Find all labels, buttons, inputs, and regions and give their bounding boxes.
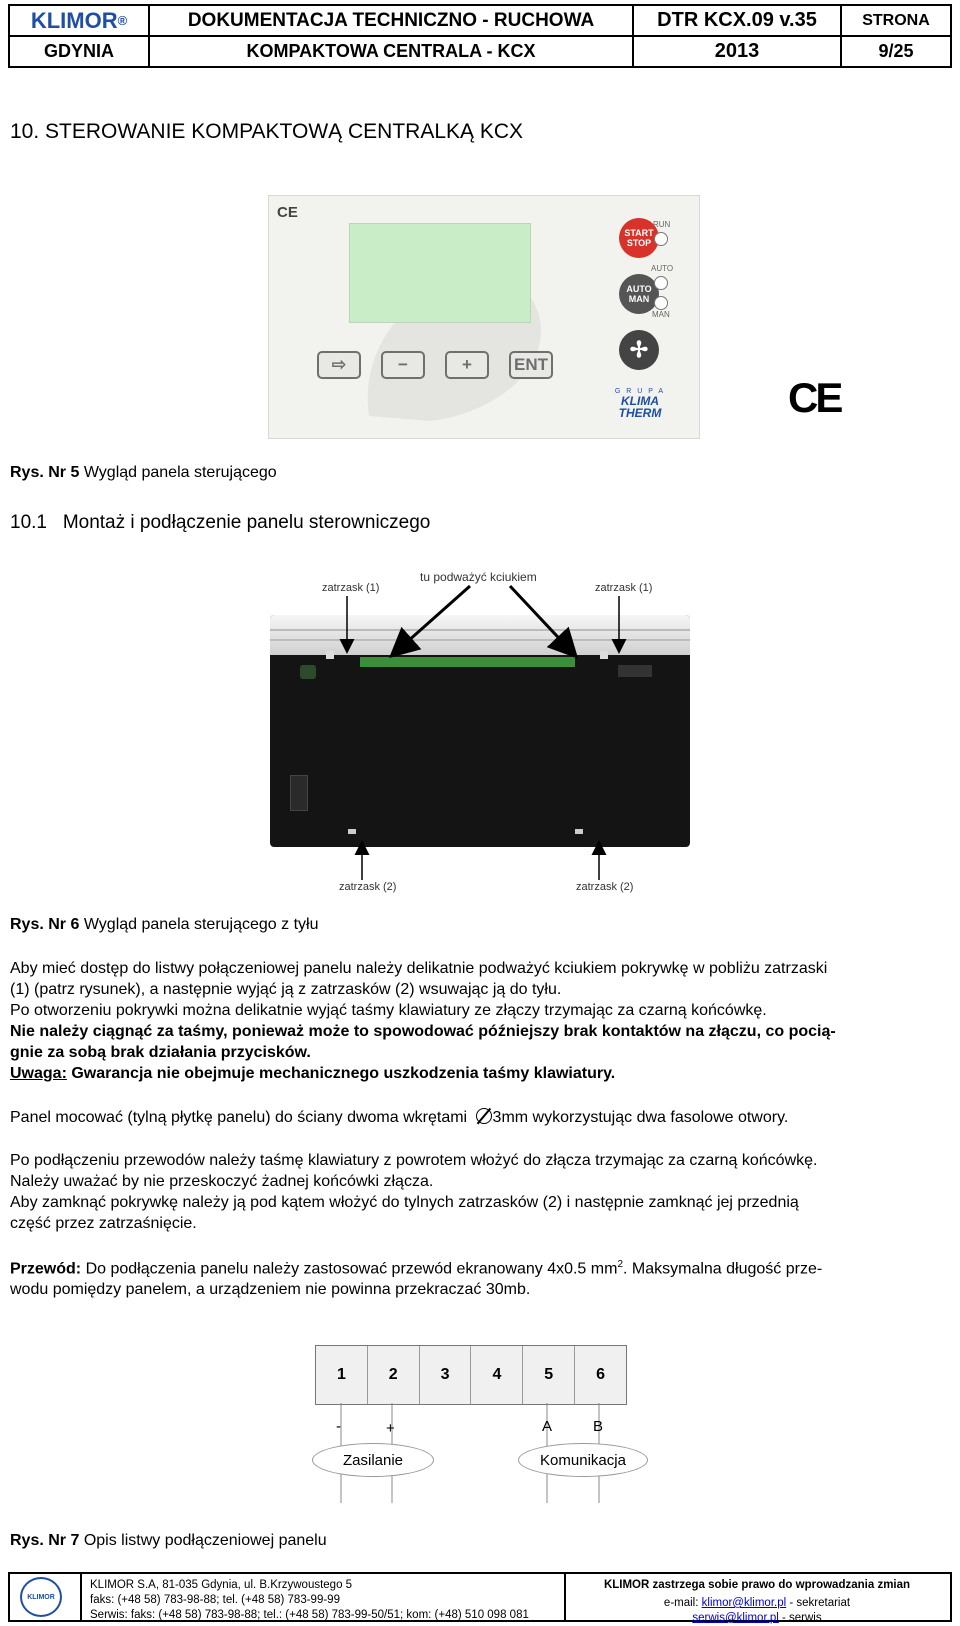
enter-key[interactable]: ENT xyxy=(509,351,553,379)
cable-text: Do podłączenia panelu należy zastosować przewód ekranowany 4x0.5 mm xyxy=(85,1260,618,1278)
footer-email-link[interactable]: klimor@klimor.pl xyxy=(701,1597,787,1609)
latch2-left-label: zatrzask (2) xyxy=(339,881,397,893)
text-line: Należy uważać by nie przeskoczyć żadnej końcówki złącza. xyxy=(10,1173,434,1190)
auto-label: AUTO xyxy=(626,284,652,294)
logo-line2: THERM xyxy=(618,406,662,420)
text-line-bold: gnie za sobą brak działania przycisków. xyxy=(10,1044,311,1061)
power-oval: Zasilanie xyxy=(312,1443,434,1477)
figure7-caption xyxy=(10,1532,327,1550)
page-label: STRONA xyxy=(862,11,930,29)
footer-divider xyxy=(80,1574,82,1620)
footer-email-label: e-mail: xyxy=(663,1597,699,1609)
arrow-pry-right xyxy=(510,586,570,650)
paragraph-access xyxy=(10,958,955,1084)
latch1-left-label: zatrzask (1) xyxy=(322,582,380,594)
terminal-pin: 5 xyxy=(523,1346,575,1404)
pry-label: tu podważyć kciukiem xyxy=(420,570,537,584)
header-city: GDYNIA xyxy=(43,41,114,61)
footer-address xyxy=(90,1578,529,1623)
brand-name: KLIMOR xyxy=(30,7,118,33)
pin-b-label: B xyxy=(593,1418,604,1435)
doc-title: DOKUMENTACJA TECHNICZNO - RUCHOWA xyxy=(187,9,595,31)
footer-service-email-line xyxy=(566,1611,948,1626)
footer-rights: KLIMOR zastrzega sobie prawo do wprowadzania zmian xyxy=(603,1579,911,1591)
terminal-pin: 6 xyxy=(596,1366,605,1383)
figure6-caption-text: Wygląd panela sterującego z tyłu xyxy=(83,916,319,933)
warning-text: Gwarancja nie obejmuje mechanicznego uszkodzenia taśmy klawiatury. xyxy=(71,1065,616,1082)
paragraph-cable xyxy=(10,1254,955,1300)
figure5-caption-text: Wygląd panela sterującego xyxy=(83,464,277,481)
text-line-bold: Nie należy ciągnąć za taśmy, ponieważ może to spowodować późniejszy brak kontaktów na złączu, co pocią- xyxy=(10,1023,836,1040)
mounting-text: Panel mocować (tylną płytkę panelu) do ściany dwoma wkrętami xyxy=(10,1109,468,1126)
diameter-icon xyxy=(476,1108,492,1124)
terminal-pin: 2 xyxy=(368,1346,420,1404)
klimor-logo-icon xyxy=(20,1577,62,1617)
text-line: Po podłączeniu przewodów należy taśmę klawiatury z powrotem włożyć do złącza trzymając za czarną końcówkę. xyxy=(10,1152,818,1169)
subsection-title: 10.1 Montaż i podłączenie panelu sterowniczego xyxy=(10,512,431,533)
cable-superscript: 2 xyxy=(617,1259,623,1270)
figure5-caption-number: Rys. Nr 5 xyxy=(10,464,80,481)
terminal-pin: 3 xyxy=(420,1346,472,1404)
warning-label: Uwaga: xyxy=(10,1065,67,1082)
minus-key[interactable]: − xyxy=(381,351,425,379)
cable-text-tail: . Maksymalna długość prze- xyxy=(623,1260,823,1278)
terminal-block xyxy=(315,1345,627,1405)
paragraph-mounting xyxy=(10,1107,955,1128)
text-line: część przez zatrzaśnięcie. xyxy=(10,1215,197,1232)
ce-mark-large: CE xyxy=(788,374,841,421)
doc-code: DTR KCX.09 v.35 xyxy=(657,9,817,31)
led-auto-label: AUTO xyxy=(651,264,674,273)
footer-fax: faks: (+48 58) 783-98-88; tel. (+48 58) 783-99-99 xyxy=(90,1594,340,1606)
pin-a-label: A xyxy=(542,1418,553,1435)
text-line: Aby mieć dostęp do listwy połączeniowej panelu należy delikatnie podważyć kciukiem pokrywkę w pobliżu zatrzaski xyxy=(10,960,828,977)
led-man-label: MAN xyxy=(652,310,670,319)
pin-plus-label: + xyxy=(386,1420,395,1437)
man-label: MAN xyxy=(628,294,650,304)
latch1-right-label: zatrzask (1) xyxy=(595,582,653,594)
figure6-caption xyxy=(10,916,318,934)
footer-logo-text: KLIMOR xyxy=(27,1593,55,1601)
cable-label: Przewód: xyxy=(10,1260,82,1278)
doc-subtitle: KOMPAKTOWA CENTRALA - KCX xyxy=(246,41,536,61)
text-line: Po otworzeniu pokrywki można delikatnie wyjąć taśmy klawiatury ze złączy trzymając za czarną końcówkę. xyxy=(10,1002,767,1019)
text-line xyxy=(10,1254,955,1279)
footer-right xyxy=(566,1578,948,1626)
stop-label: STOP xyxy=(626,238,652,248)
logo-line1: KLIMA xyxy=(621,394,659,408)
footer-service: Serwis: faks: (+48 58) 783-98-88; tel.: (+48 58) 783-99-50/51; kom: (+48) 510 098 081 xyxy=(90,1609,529,1621)
page-number: 9/25 xyxy=(878,41,914,61)
text-line: Aby zamknąć pokrywkę należy ją pod kątem włożyć do tylnych zatrzasków (2) i następnie zamknąć jej przednią xyxy=(10,1194,799,1211)
mounting-text-tail: 3mm wykorzystując dwa fasolowe otwory. xyxy=(492,1109,789,1126)
terminal-pin: 1 xyxy=(316,1346,368,1404)
ce-mark-small: CE xyxy=(277,204,298,221)
figure6-caption-number: Rys. Nr 6 xyxy=(10,916,80,933)
text-line: (1) (patrz rysunek), a następnie wyjąć ją z zatrzasków (2) wsuwając ją do tyłu. xyxy=(10,981,562,998)
pin-minus-label: - xyxy=(336,1418,341,1435)
footer-service-email-link[interactable]: serwis@klimor.pl xyxy=(692,1612,779,1624)
communication-oval: Komunikacja xyxy=(518,1443,648,1477)
arrow-pry-left xyxy=(398,586,470,650)
footer-addr: KLIMOR S.A, 81-035 Gdynia, ul. B.Krzywoustego 5 xyxy=(90,1579,353,1591)
fan-icon: ✢ xyxy=(629,337,649,362)
doc-year: 2013 xyxy=(714,40,760,62)
section-title: 10. STEROWANIE KOMPAKTOWĄ CENTRALKĄ KCX xyxy=(10,120,524,143)
start-label: START xyxy=(624,228,654,238)
figure7-caption-number: Rys. Nr 7 xyxy=(10,1532,80,1549)
page-footer xyxy=(8,1572,952,1622)
footer-service-suffix: - serwis xyxy=(782,1612,822,1624)
warning-note xyxy=(10,1063,955,1084)
text-line: wodu pomiędzy panelem, a urządzeniem nie powinna przekraczać 30mb. xyxy=(10,1281,531,1299)
paragraph-reconnect xyxy=(10,1150,955,1234)
led-run-label: RUN xyxy=(653,220,671,229)
footer-email-line xyxy=(566,1596,948,1611)
brand-reg: ® xyxy=(117,13,128,28)
terminal-pin: 4 xyxy=(471,1346,523,1404)
logo-top: G R U P A xyxy=(614,388,666,395)
terminal-lines xyxy=(0,1403,960,1513)
arrow-key[interactable]: ⇨ xyxy=(317,351,361,379)
plus-key[interactable]: + xyxy=(445,351,489,379)
footer-email-suffix: - sekretariat xyxy=(789,1597,851,1609)
figure7-caption-text: Opis listwy podłączeniowej panelu xyxy=(83,1532,327,1549)
latch2-right-label: zatrzask (2) xyxy=(576,881,634,893)
